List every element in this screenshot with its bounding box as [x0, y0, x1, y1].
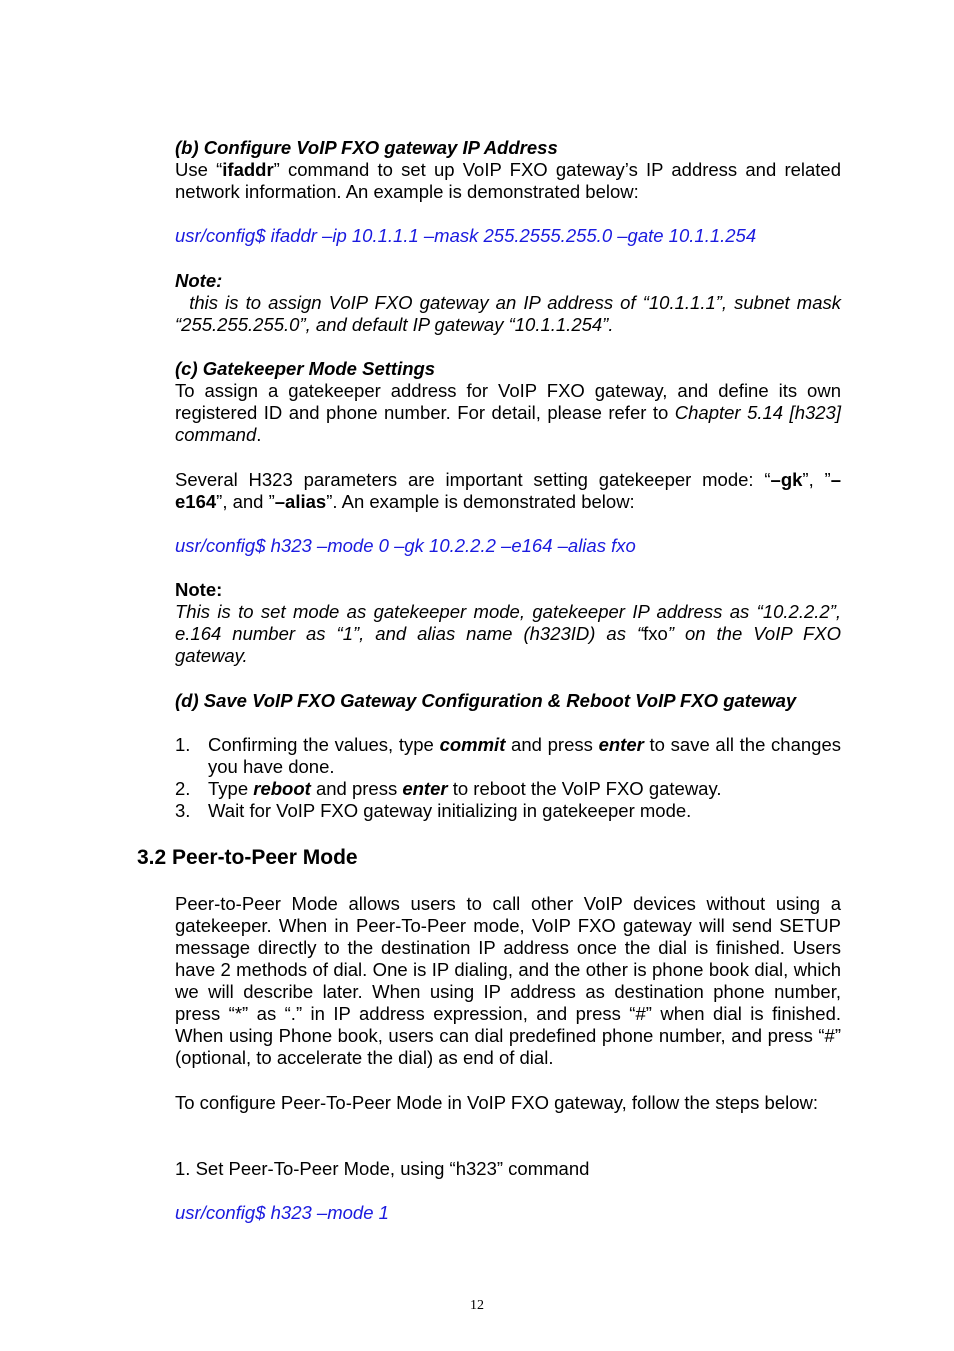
chapter-reference: Chapter 5.14 [h323] command: [175, 402, 841, 445]
list-item: [175, 778, 841, 800]
note-label: Note:: [175, 270, 223, 291]
h323-command-example: usr/config$ h323 –mode 0 –gk 10.2.2.2 –e164 –alias fxo: [175, 535, 636, 556]
section-b-heading: (b) Configure VoIP FXO gateway IP Address: [175, 137, 558, 158]
text: Wait for VoIP FXO gateway initializing in gatekeeper mode.: [208, 800, 692, 821]
list-text: [208, 778, 841, 800]
section-b-paragraph: [175, 159, 841, 203]
list-number: 3.: [175, 800, 191, 821]
text: ”, ”: [802, 469, 831, 490]
text: ” on the VoIP FXO gateway.: [175, 623, 842, 666]
section-c-heading: (c) Gatekeeper Mode Settings: [175, 358, 436, 379]
text: Type: [208, 778, 254, 799]
list-item: [175, 734, 841, 778]
note-text: this is to assign VoIP FXO gateway an IP address of “10.1.1.1”, subnet mask “255.255.255.0”, and default IP gateway “10.1.1.254”.: [175, 292, 847, 335]
ifaddr-command-example: usr/config$ ifaddr –ip 10.1.1.1 –mask 255.2555.255.0 –gate 10.1.1.254: [175, 225, 757, 246]
text: and press: [505, 734, 599, 755]
section-c-paragraph-1: [175, 380, 841, 446]
text: Use “: [175, 159, 223, 180]
text: .: [256, 424, 262, 445]
list-text: [208, 800, 841, 822]
gk-param: –gk: [770, 469, 803, 490]
list-number: 2.: [175, 778, 191, 799]
note-text: [175, 601, 841, 667]
text: ”, and ”: [216, 491, 275, 512]
text: This is to set mode as gatekeeper mode, gatekeeper IP address as “10.2.2.2”, e.164 number as “1”, and alias name (h323ID) as “: [175, 601, 841, 644]
step-1: 1. Set Peer-To-Peer Mode, using “h323” command: [175, 1158, 590, 1179]
text: Confirming the values, type: [208, 734, 440, 755]
commit-keyword: commit: [439, 734, 506, 755]
configure-paragraph: To configure Peer-To-Peer Mode in VoIP FXO gateway, follow the steps below:: [175, 1092, 819, 1113]
peer-mode-paragraph: Peer-to-Peer Mode allows users to call other VoIP devices without using a gatekeeper. When in Peer-To-Peer mode, VoIP FXO gateway will send SETUP message directly to the destination IP address once the dial is finished. Users have 2 methods of dial. One is IP dialing, and the other is phone book dial, which we will describe later. When using IP address as destination phone number, press “*” as “.” in IP address expression, and press “#” when dial is finished. When using Phone book, users can dial predefined phone number, and press “#” (optional, to accelerate the dial) as end of dial.: [175, 893, 841, 1068]
alias-param: –alias: [274, 491, 327, 512]
text: to save all the changes you have done.: [208, 734, 842, 777]
page-number: 12: [470, 1298, 484, 1313]
enter-keyword: enter: [402, 778, 448, 799]
section-c-paragraph-2: [175, 469, 841, 513]
list-item: [175, 800, 841, 822]
enter-keyword: enter: [598, 734, 644, 755]
text: to reboot the VoIP FXO gateway.: [447, 778, 722, 799]
h323-mode-command: usr/config$ h323 –mode 1: [175, 1202, 389, 1223]
section-d-heading: (d) Save VoIP FXO Gateway Configuration & Reboot VoIP FXO gateway: [175, 690, 797, 711]
list-number: 1.: [175, 734, 191, 755]
text: To assign a gatekeeper address for VoIP FXO gateway, and define its own registered ID and phone number. For detail, please refer to: [175, 380, 841, 423]
section-heading: 3.2 Peer-to-Peer Mode: [137, 846, 358, 869]
e164-param: –e164: [175, 469, 841, 512]
text: ”. An example is demonstrated below:: [326, 491, 635, 512]
note-label: Note:: [175, 579, 223, 600]
text: ” command to set up VoIP FXO gateway’s IP address and related network information. An example is demonstrated below:: [175, 159, 842, 202]
text: Several H323 parameters are important setting gatekeeper mode: “: [175, 469, 771, 490]
reboot-keyword: reboot: [253, 778, 311, 799]
text: and press: [310, 778, 403, 799]
ifaddr-keyword: ifaddr: [222, 159, 274, 180]
list-text: [208, 734, 841, 778]
alias-value: fxo: [643, 623, 668, 644]
